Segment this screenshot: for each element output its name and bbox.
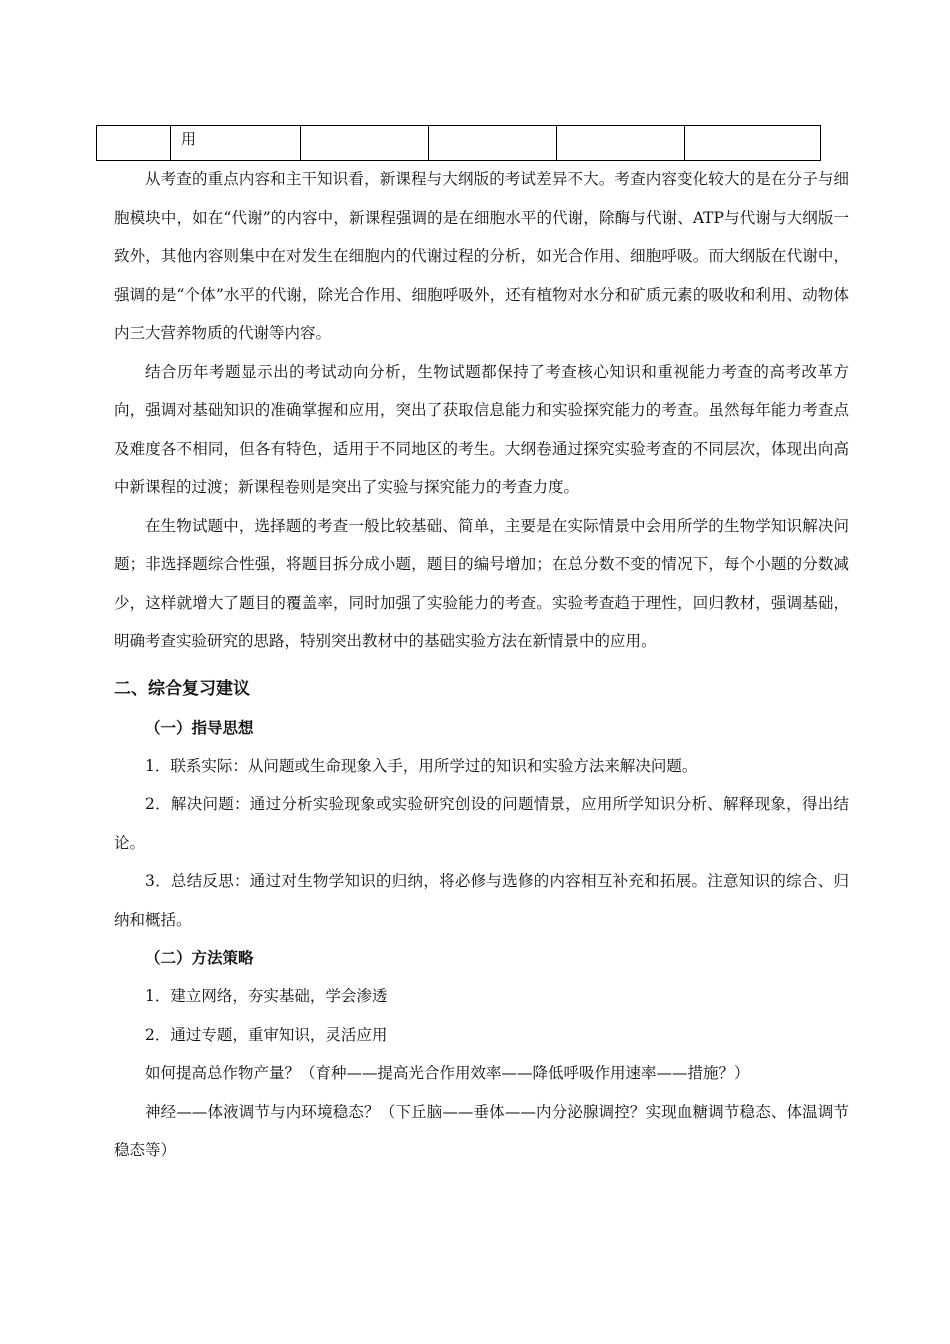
table-cell: 用: [171, 126, 301, 161]
table-cell: [685, 126, 821, 161]
paragraph-1: 从考查的重点内容和主干知识看，新课程与大纲版的考试差异不大。考查内容变化较大的是在分子与细胞模块中，如在“代谢”的内容中，新课程强调的是在细胞水平的代谢，除酶与代谢、ATP与代谢与大纲版一致外，其他内容则集中在对发生在细胞内的代谢过程的分析，如光合作用、细胞呼吸。而大纲版在代谢中，强调的是“个体”水平的代谢，除光合作用、细胞呼吸外，还有植物对水分和矿质元素的吸收和利用、动物体内三大营养物质的代谢等内容。: [114, 170, 849, 342]
table-row: [97, 126, 821, 161]
section-heading: 二、综合复习建议: [114, 678, 250, 699]
paragraph-2: 结合历年考题显示出的考试动向分析，生物试题都保持了考查核心知识和重视能力考查的高考改革方向，强调对基础知识的准确掌握和应用，突出了获取信息能力和实验探究能力的考查。虽然每年能力考查点及难度各不相同，但各有特色，适用于不同地区的考生。大纲卷通过探究实验考查的不同层次，体现出向高中新课程的过渡；新课程卷则是突出了实验与探究能力的考查力度。: [114, 362, 849, 496]
table-cell: [429, 126, 557, 161]
list-item: 神经——体液调节与内环境稳态？（下丘脑——垂体——内分泌腺调控？实现血糖调节稳态、体温调节稳态等）: [114, 1102, 849, 1159]
table-cell: [301, 126, 429, 161]
table-cell: [97, 126, 171, 161]
list-item: 2．通过专题，重审知识，灵活应用: [145, 1025, 388, 1044]
table-fragment: [96, 125, 821, 161]
subsection-heading-methods: （二）方法策略: [145, 948, 254, 967]
list-item: 如何提高总作物产量？（育种——提高光合作用效率——降低呼吸作用速率——措施？）: [145, 1064, 750, 1082]
table-cell: [557, 126, 685, 161]
list-item: 1．联系实际：从问题或生命现象入手，用所学过的知识和实验方法来解决问题。: [145, 756, 698, 775]
paragraph-3: 在生物试题中，选择题的考查一般比较基础、简单，主要是在实际情景中会用所学的生物学知识解决问题；非选择题综合性强，将题目拆分成小题，题目的编号增加；在总分数不变的情况下，每个小题的分数减少，这样就增大了题目的覆盖率，同时加强了实验能力的考查。实验考查趋于理性，回归教材，强调基础，明确考查实验研究的思路，特别突出教材中的基础实验方法在新情景中的应用。: [114, 516, 849, 650]
list-item: 3．总结反思：通过对生物学知识的归纳，将必修与选修的内容相互补充和拓展。注意知识的综合、归纳和概括。: [114, 872, 849, 929]
list-item: 1．建立网络，夯实基础，学会渗透: [145, 987, 388, 1005]
document-body: [114, 160, 849, 1170]
subsection-heading-guiding-ideas: （一）指导思想: [145, 717, 254, 737]
list-item: 2．解决问题：通过分析实验现象或实验研究创设的问题情景，应用所学知识分析、解释现象，得出结论。: [114, 795, 849, 852]
